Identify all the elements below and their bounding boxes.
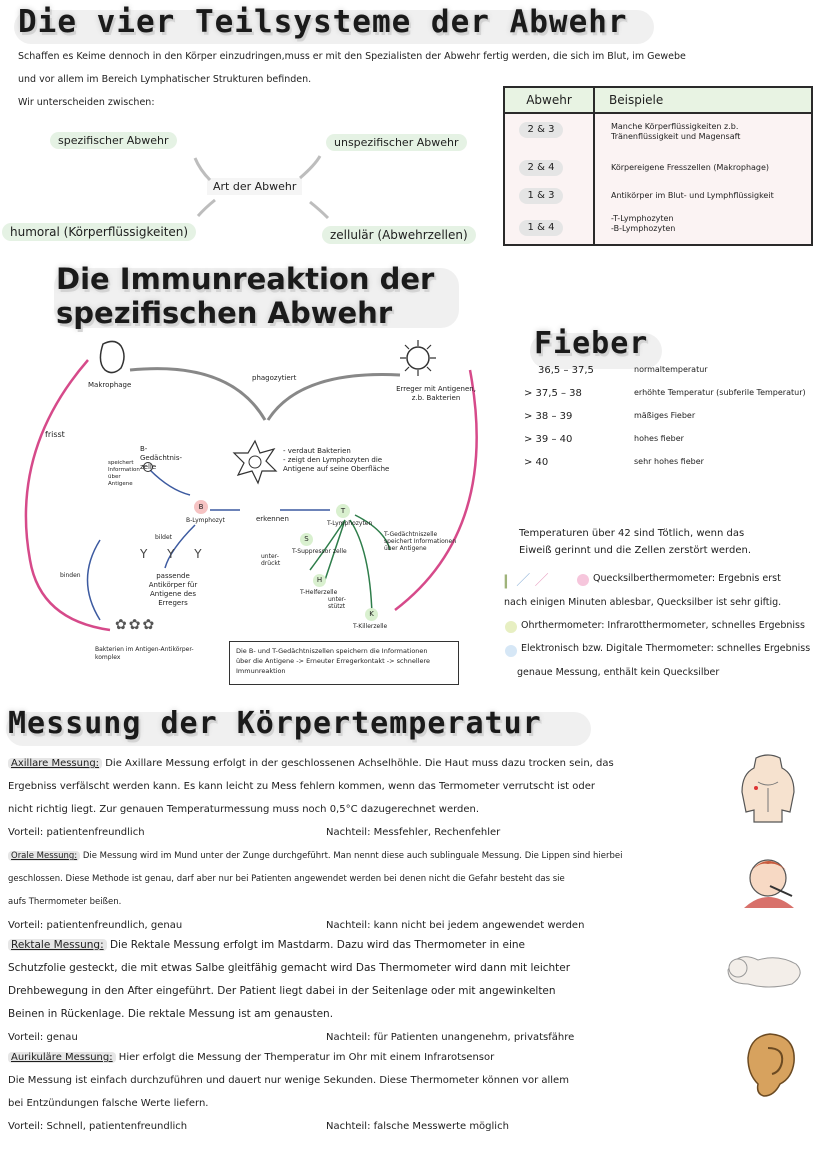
rektal-con: Nachteil: für Patienten unangenehm, privatsfähre (326, 1032, 575, 1043)
fever-range: > 37,5 – 38 (524, 388, 582, 399)
binden-label: binden (60, 572, 81, 579)
section2-title-line1: Die Immunreaktion der (56, 262, 435, 296)
center-cell-outline (234, 441, 276, 483)
section3-title: Messung der Körpertemperatur (8, 706, 542, 741)
deadly-line1: Temperaturen über 42 sind Tötlich, wenn das (519, 528, 745, 539)
arrow-frisst (26, 360, 110, 630)
arrow-binden (88, 540, 101, 620)
type-specific: spezifischer Abwehr (50, 132, 177, 149)
axillar-text1: Die Axillare Messung erfolgt in der geschlossenen Achselhöhle. Die Haut muss dazu trocken sein, das (102, 758, 614, 769)
t-memory-label: T-Gedächtniszelle speichert Informationen über Antigene (384, 531, 457, 552)
table-value: -T-Lymphozyten -B-Lymphozyten (611, 214, 676, 233)
oral-text2: geschlossen. Diese Methode ist genau, darf aber nur bei Patienten angewendet werden bei denen nicht die Gefahr besteht das sie (8, 874, 565, 884)
section1-intro2: und vor allem im Bereich Lymphatischer Strukturen befinden. (18, 74, 312, 85)
b-lymphozyt-circle (194, 500, 208, 514)
ear-illustration (740, 1030, 800, 1102)
immune-diagram-lines (0, 330, 500, 670)
type-humoral: humoral (Körperflüssigkeiten) (2, 223, 196, 241)
quecksilber-line1: Quecksilberthermometer: Ergebnis erst (593, 573, 781, 584)
fever-label: hohes fieber (634, 434, 684, 443)
b-lymphozyt-label: B-Lymphozyt (186, 517, 225, 524)
aurikular-pro: Vorteil: Schnell, patientenfreundlich (8, 1121, 188, 1132)
aurikular-line1 (8, 1046, 723, 1069)
t-lymphozyt-circle (336, 504, 350, 518)
oral-label: Orale Messung: (8, 851, 80, 861)
elektronisch-dot (505, 645, 517, 657)
section2-title-line2: spezifischen Abwehr (56, 296, 393, 330)
elektronisch-line1: Elektronisch bzw. Digitale Thermometer: schnelles Ergebniss (521, 643, 811, 654)
note-line1: Die B- und T-Gedächtniszellen speichern die Informationen (236, 647, 428, 655)
b-memory-note: speichert Information über Antigene (108, 460, 140, 487)
type-unspecific: unspezifischer Abwehr (326, 134, 467, 151)
helfer-label: T-Helferzelle (300, 589, 338, 596)
section1-title: Die vier Teilsysteme der Abwehr (18, 4, 628, 40)
fever-range: > 40 (524, 457, 549, 468)
aurikular-label: Aurikuläre Messung: (8, 1052, 116, 1063)
s-cell-circle (300, 533, 313, 546)
verdaut-label: - verdaut Bakterien - zeigt den Lymphozyten die Antigene auf seine Oberfläche (283, 447, 390, 473)
arrow-b-memory (150, 470, 190, 495)
oral-block (8, 845, 723, 937)
fever-range: > 39 – 40 (524, 434, 573, 445)
fever-label: erhöhte Temperatur (subferile Temperatur) (634, 388, 806, 397)
antibody-icons: Y Y Y (140, 547, 210, 561)
armpit-marker (754, 786, 758, 790)
baby-illustration (718, 940, 810, 992)
section1-distinguish: Wir unterscheiden zwischen: (18, 97, 155, 108)
axillar-block (8, 752, 723, 844)
section1-intro: Schaffen es Keime dennoch in den Körper einzudringen,muss er mit den Spezialisten der Abwehr fertig werden, die sich im Blut, im Gewebe (18, 51, 686, 62)
t-lymphozyten-label: T-Lymphozyten (327, 520, 373, 527)
suppressor-label: T-Suppressor zelle (292, 548, 347, 555)
h-letter: H (316, 576, 323, 584)
b-letter: B (198, 503, 204, 511)
fieber-title: Fieber (534, 326, 649, 361)
abwehr-table (503, 86, 813, 246)
axillar-pro: Vorteil: patientenfreundlich (8, 827, 145, 838)
type-cellular: zellulär (Abwehrzellen) (322, 226, 476, 244)
rektal-block (8, 934, 723, 1049)
face-illustration (740, 850, 800, 910)
table-value: Manche Körperflüssigkeiten z.b. Tränenflüssigkeit und Magensaft (611, 122, 741, 141)
axillar-text3: nicht richtig liegt. Zur genauen Temperaturmessung muss noch 0,5°C dazugerechnet werden. (8, 804, 480, 815)
aurikular-text2: Die Messung ist einfach durchzuführen und dauert nur wenige Sekunden. Diese Thermometer können vor allem (8, 1075, 569, 1086)
erreger-body (407, 347, 429, 369)
rektal-text2: Schutzfolie gesteckt, die mit etwas Salbe gleitfähig gemacht wird Das Thermometer wird dann mit leichter (8, 962, 571, 974)
quecksilber-line2: nach einigen Minuten ablesbar, Quecksilber ist sehr giftig. (504, 597, 782, 608)
arrow-down-left (198, 200, 215, 216)
phagozytiert-label: phagozytiert (252, 374, 297, 382)
table-header-beispiele: Beispiele (609, 93, 664, 107)
thermometer-icon: ／ (516, 573, 531, 589)
type-arrows (180, 150, 340, 230)
table-key: 2 & 4 (519, 160, 563, 176)
aurikular-text3: bei Entzündungen falsche Werte liefern. (8, 1098, 209, 1109)
h-cell-circle (313, 574, 326, 587)
elektronisch-line2: genaue Messung, enthält kein Quecksilber (517, 667, 720, 678)
s-letter: S (304, 535, 309, 543)
table-key: 1 & 3 (519, 188, 563, 204)
table-value: Antikörper im Blut- und Lymphflüssigkeit (611, 191, 774, 200)
makrophage-outline (100, 341, 124, 372)
memory-note-box (229, 641, 459, 685)
antikoerper-label: passende Antikörper für Antigene des Erregers (148, 572, 198, 607)
k-cell-circle (365, 608, 378, 621)
rektal-label: Rektale Messung: (8, 939, 107, 951)
oral-text3: aufs Thermometer beißen. (8, 897, 122, 907)
rektal-line1 (8, 934, 723, 957)
face-body (744, 897, 794, 908)
thermometer-pink-icon: ／ (534, 573, 549, 589)
center-label: Art der Abwehr (207, 178, 302, 195)
fever-label: mäßiges Fieber (634, 411, 696, 420)
t-letter: T (340, 507, 346, 515)
ear-outline (748, 1034, 794, 1096)
frisst-label: frisst (45, 430, 65, 439)
erkennen-label: erkennen (256, 515, 289, 523)
oral-text1: Die Messung wird im Mund unter der Zunge durchgeführt. Man nennt diese auch sublinguale Messung. Die Lippen sind hierbei (80, 851, 623, 861)
axillar-text2: Ergebniss verfälscht werden kann. Es kann leicht zu Mess fehlern kommen, wenn das Termometer verrutscht ist oder (8, 781, 596, 792)
komplex-label: Bakterien im Antigen-Antikörper-komplex (95, 646, 194, 661)
deadly-line2: Eiweiß gerinnt und die Zellen zerstört werden. (519, 545, 751, 556)
arrow-up-left (195, 158, 210, 180)
erreger-shape (398, 338, 438, 378)
aurikular-con: Nachteil: falsche Messwerte möglich (326, 1121, 509, 1132)
oral-line1 (8, 845, 723, 868)
fever-range: > 38 – 39 (524, 411, 573, 422)
table-header (505, 88, 811, 114)
bildet-label: bildet (155, 534, 172, 541)
rektal-text3: Drehbewegung in den After eingeführt. Der Patient liegt dabei in der Seitenlage oder mit angewinkelten (8, 985, 556, 997)
b-memory-label: B-Gedächtnis-zelle (140, 445, 183, 471)
k-letter: K (369, 610, 374, 618)
fever-label: sehr hohes fieber (634, 457, 704, 466)
ohr-dot (505, 621, 517, 633)
center-cell-shape (230, 437, 280, 487)
axillar-label: Axillare Messung: (8, 758, 102, 769)
aurikular-block (8, 1046, 723, 1138)
makrophage-label: Makrophage (88, 381, 132, 389)
fever-range: 36,5 – 37,5 (538, 365, 594, 376)
unterstuetzt-label: unter-stützt (328, 596, 346, 610)
rektal-pro: Vorteil: genau (8, 1032, 78, 1043)
komplex-icons: ✿✿✿ (115, 617, 157, 633)
arrow-killer-return (395, 370, 477, 610)
rektal-text4: Beinen in Rückenlage. Die rektale Messung ist am genausten. (8, 1008, 334, 1020)
unterdrueckt-label: unter-drückt (261, 553, 281, 567)
capsule-icon: ❙ (500, 573, 512, 589)
makrophage-shape (95, 338, 130, 378)
aurikular-procon (8, 1115, 723, 1138)
aurikular-text1: Hier erfolgt die Messung der Themperatur im Ohr mit einem Infrarotsensor (115, 1052, 495, 1063)
ohr-text: Ohrthermometer: Infrarotthermometer, schnelles Ergebniss (521, 620, 805, 631)
oral-pro: Vorteil: patientenfreundlich, genau (8, 920, 183, 931)
quecksilber-dot (577, 574, 589, 586)
killer-label: T-Killerzelle (353, 623, 388, 630)
table-header-abwehr: Abwehr (526, 93, 572, 107)
arrow-phagozytiert-left (130, 369, 265, 420)
torso-illustration (738, 752, 798, 824)
erreger-label: Erreger mit Antigenen, z.b. Bakterien (396, 385, 476, 402)
table-key: 1 & 4 (519, 220, 563, 236)
note-line2: über die Antigene -> Erneuter Erregerkontakt -> schnellere Immunreaktion (236, 657, 430, 675)
oral-con: Nachteil: kann nicht bei jedem angewendet werden (326, 920, 585, 931)
axillar-procon (8, 821, 723, 844)
rektal-text1: Die Rektale Messung erfolgt im Mastdarm. Dazu wird das Thermometer in eine (106, 939, 525, 951)
axillar-line1 (8, 752, 723, 775)
b-memory-cell (143, 462, 153, 472)
fever-label: normaltemperatur (634, 365, 708, 374)
baby-head (729, 959, 747, 977)
axillar-con: Nachteil: Messfehler, Rechenfehler (326, 827, 501, 838)
table-value: Körpereigene Fresszellen (Makrophage) (611, 163, 770, 172)
arrow-down-right (310, 202, 328, 218)
table-key: 2 & 3 (519, 122, 563, 138)
thermometer-icons (500, 570, 549, 590)
arrow-up-right (300, 156, 320, 178)
